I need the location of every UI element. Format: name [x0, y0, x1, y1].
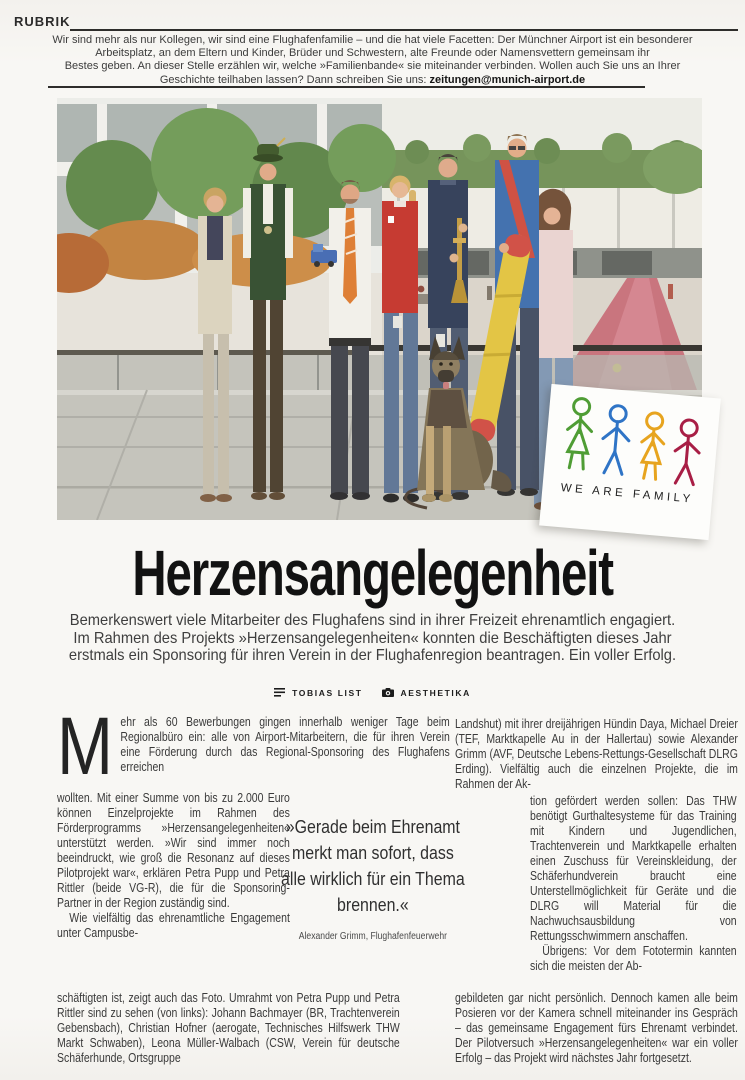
body-text: ehr als 60 Bewerbungen gingen innerhalb weniger Tage beim Regionalbüro ein: alle von Airport-Mitarbeitern, die für ihren Verein eine Förderung durch das Regional-Sponsoring des Flughafens erreichen [120, 714, 450, 774]
we-are-family-text: WE ARE FAMILY [560, 482, 695, 506]
pull-quote-attribution: Alexander Grimm, Flughafenfeuerwehr [298, 931, 447, 942]
article-column-right [530, 793, 737, 973]
intro-line [0, 74, 745, 87]
contact-email: zeitungen@munich-airport.de [429, 73, 586, 86]
body-text: Landshut) mit ihrer dreijährigen Hündin Daya, Michael Dreier (TEF, Marktkapelle Au in der Hallertau) sowie Alexander Grimm (AVF, Deutsche Lebens-Rettungs-Gesellschaft DLRG Erding). Vielfältig auch die einzelnen Projekte, die im Rahmen der Ak- [455, 716, 738, 791]
rubric-label: RUBRIK [14, 14, 71, 29]
author-icon [274, 684, 285, 702]
drop-cap: M [57, 701, 114, 792]
body-text: tion gefördert werden sollen: Das THW benötigt Gurthaltesysteme für das Training mit Kindern und Jugendlichen, Trachtenverein und Marktkapelle erhalten einen Zuschuss für Vereinskleidung, der Schäferhundverein braucht eine Unterstellmöglichkeit für Geräte und die DLRG will Material für die Nachwuchsausbildung von Rettungsschwimmern anschaffen. [530, 793, 737, 943]
stick-figure-blue-male [600, 405, 632, 475]
intro-bottom-rule [48, 86, 645, 88]
page-title: Herzensangelegenheit [132, 537, 613, 609]
pull-quote-text: »Gerade beim Ehrenamt merkt man sofort, dass alle wirklich für ein Thema brennen.« [281, 816, 465, 915]
intro-text [0, 34, 745, 87]
body-text: Übrigens: Vor dem Fototermin kannten sich die meisten der Ab- [530, 943, 737, 973]
deck-line: Im Rahmen des Projekts »Herzensangelegenheiten« konnten die Beschäftigten dieses Jahr [73, 629, 672, 647]
article-paragraph-lead [57, 701, 450, 792]
we-are-family-card [539, 384, 721, 540]
top-rule [70, 29, 738, 31]
pull-quote [280, 814, 466, 942]
body-text: Wie vielfältig das ehrenamtliche Engagement unter Campusbe- [57, 910, 290, 940]
photographer-name: AESTHETIKA [400, 688, 471, 698]
article-column-left [57, 790, 290, 940]
stick-figure-orange-female [639, 412, 667, 480]
intro-line: Wir sind mehr als nur Kollegen, wir sind eine Flughafenfamilie – und die hat viele Facetten: Der Münchner Airport ist ein besonderer [52, 34, 693, 46]
stick-figure-green-female [564, 398, 594, 470]
body-text: gebildeten gar nicht persönlich. Dennoch kamen alle beim Posieren vor der Kamera schnell miteinander ins Gespräch – das gemeinsame Engagement fürs Ehrenamt verbindet. Der Pilotversuch »Herzensangelegenheiten« war ein voller Erfolg – das Projekt wird nächstes Jahr fortgesetzt. [455, 990, 738, 1065]
camera-icon [382, 684, 394, 702]
stick-figure-red-male [672, 419, 701, 485]
intro-line4-prefix: Geschichte teilhaben lassen? Dann schreiben Sie uns: [159, 73, 430, 86]
stick-figures [554, 391, 711, 488]
article-bottom-left [57, 990, 400, 1065]
article-bottom-right [455, 990, 738, 1065]
deck-line: Bemerkenswert viele Mitarbeiter des Flughafens sind in ihrer Freizeit ehrenamtlich engagiert. [69, 612, 676, 629]
article-column-right-top [455, 716, 738, 791]
deck [0, 612, 745, 665]
body-text: wollten. Mit einer Summe von bis zu 2.000 Euro können Einzelprojekte im Rahmen des Förderprogramms »Herzensangelegenheiten« unterstützt werden. »Wir sind immer noch beeindruckt, wie groß die Resonanz auf dieses Pilotprojekt war«, erklären Petra Pupp und Petra Rittler (beide VG-R), die für die Sponsoring-Partner in der Region zuständig sind. [57, 790, 290, 910]
intro-line: Arbeitsplatz, an dem Eltern und Kinder, Brüder und Schwestern, alte Freunde oder Namensvettern gemeinsam ihr [95, 47, 650, 60]
byline [0, 684, 745, 702]
author-name: TOBIAS LIST [292, 688, 363, 698]
deck-line: erstmals ein Sponsoring für ihren Verein in der Flughafenregion beantragen. Ein voller Erfolg. [68, 647, 677, 665]
body-text: schäftigten ist, zeigt auch das Foto. Umrahmt von Petra Pupp und Petra Rittler sind zu sehen (von links): Johann Bachmayer (BR, Trachtenverein Gebensbach), Christian Hofner (aerogate, Technisches Hilfswerk THW Markt Schwaben), Leona Müller-Walbach (CSW, Verein für deutsche Schäferhunde, Ortsgruppe [57, 990, 400, 1065]
intro-line: Bestes geben. An dieser Stelle erzählen wir, welche »Familienbande« sie miteinander verbinden. Wollen auch Sie uns an Ihrer [64, 60, 681, 73]
